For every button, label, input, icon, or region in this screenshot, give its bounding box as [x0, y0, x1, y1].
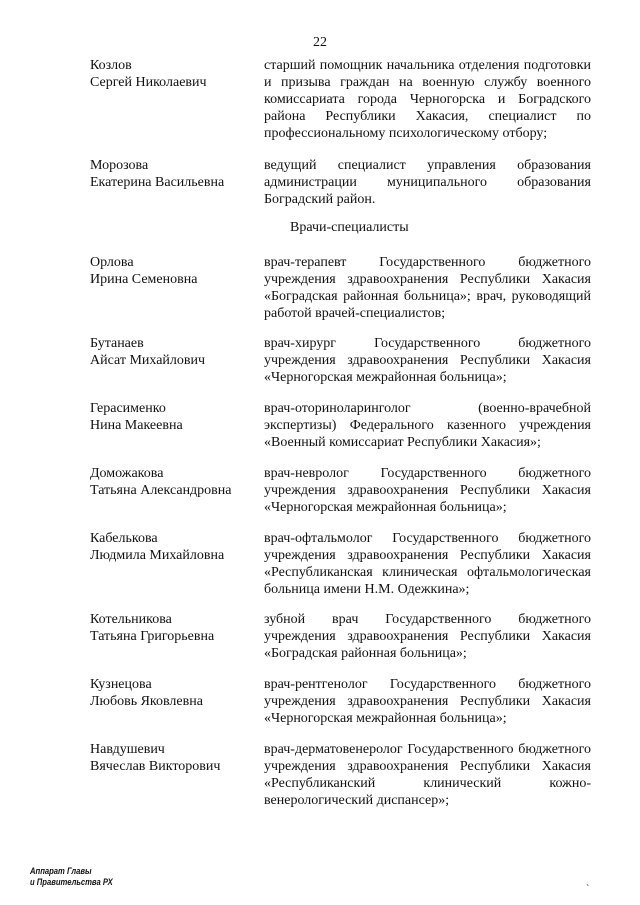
surname: Орлова	[90, 255, 134, 270]
given-names: Ирина Семеновна	[90, 272, 198, 287]
position-description: врач-офтальмолог Государственного бюджетного учреждения здравоохранения Республики Хакасия «Республиканская клиническая офтальмологическая больница имени Н.М. Одежкина»;	[264, 531, 591, 597]
person-name	[90, 254, 260, 288]
surname: Герасименко	[90, 401, 166, 416]
page-number: 22	[313, 35, 327, 50]
given-names: Нина Макеевна	[90, 418, 183, 433]
given-names: Татьяна Александровна	[90, 483, 232, 498]
given-names: Людмила Михайловна	[90, 548, 225, 563]
person-name	[90, 676, 260, 710]
position-description: зубной врач Государственного бюджетного учреждения здравоохранения Республики Хакасия «Боградская районная больница»;	[264, 612, 591, 661]
person-name	[90, 465, 260, 499]
footer-stamp	[30, 866, 113, 888]
given-names: Сергей Николаевич	[90, 75, 207, 90]
surname: Котельникова	[90, 612, 172, 627]
footer-line-1: Аппарат Главы	[30, 866, 92, 876]
surname: Козлов	[90, 58, 132, 73]
given-names: Любовь Яковлевна	[90, 694, 203, 709]
person-name	[90, 530, 260, 564]
person-name	[90, 57, 260, 91]
person-name	[90, 400, 260, 434]
surname: Бутанаев	[90, 336, 144, 351]
surname: Морозова	[90, 158, 149, 173]
surname: Кузнецова	[90, 677, 152, 692]
person-name	[90, 335, 260, 369]
position-description: ведущий специалист управления образования администрации муниципального образования Боградский район.	[264, 158, 591, 207]
surname: Навдушевич	[90, 742, 165, 757]
footer-line-2: и Правительства РХ	[30, 877, 113, 887]
surname: Кабелькова	[90, 531, 158, 546]
given-names: Екатерина Васильевна	[90, 175, 225, 190]
given-names: Айсат Михайлович	[90, 353, 206, 368]
given-names: Вячеслав Викторович	[90, 759, 221, 774]
person-name	[90, 741, 260, 775]
person-name	[90, 611, 260, 645]
position-description: врач-хирург Государственного бюджетного учреждения здравоохранения Республики Хакасия «Черногорская межрайонная больница»;	[264, 336, 591, 385]
surname: Доможакова	[90, 466, 164, 481]
position-description: врач-рентгенолог Государственного бюджетного учреждения здравоохранения Республики Хакасия «Черногорская межрайонная больница»;	[264, 677, 591, 726]
position-description: врач-терапевт Государственного бюджетного учреждения здравоохранения Республики Хакасия «Боградская районная больница»; врач, руководящий работой врачей-специалистов;	[264, 255, 591, 321]
person-name	[90, 157, 260, 191]
given-names: Татьяна Григорьевна	[90, 629, 215, 644]
position-description: врач-оториноларинголог (военно-врачебной экспертизы) Федерального казенного учреждения «Военный комиссариат Республики Хакасия»;	[264, 401, 591, 450]
section-heading: Врачи-специалисты	[290, 220, 409, 235]
scan-mark-icon: ˋ	[586, 884, 590, 895]
position-description: старший помощник начальника отделения подготовки и призыва граждан на военную службу военного комиссариата города Черногорска и Боградского района Республики Хакасия, специалист по профессиональному психологическому отбору;	[264, 58, 591, 141]
position-description: врач-невролог Государственного бюджетного учреждения здравоохранения Республики Хакасия «Черногорская межрайонная больница»;	[264, 466, 591, 515]
position-description: врач-дерматовенеролог Государственного бюджетного учреждения здравоохранения Республики Хакасия «Республиканский клинический кожно-венерологический диспансер»;	[264, 742, 591, 808]
